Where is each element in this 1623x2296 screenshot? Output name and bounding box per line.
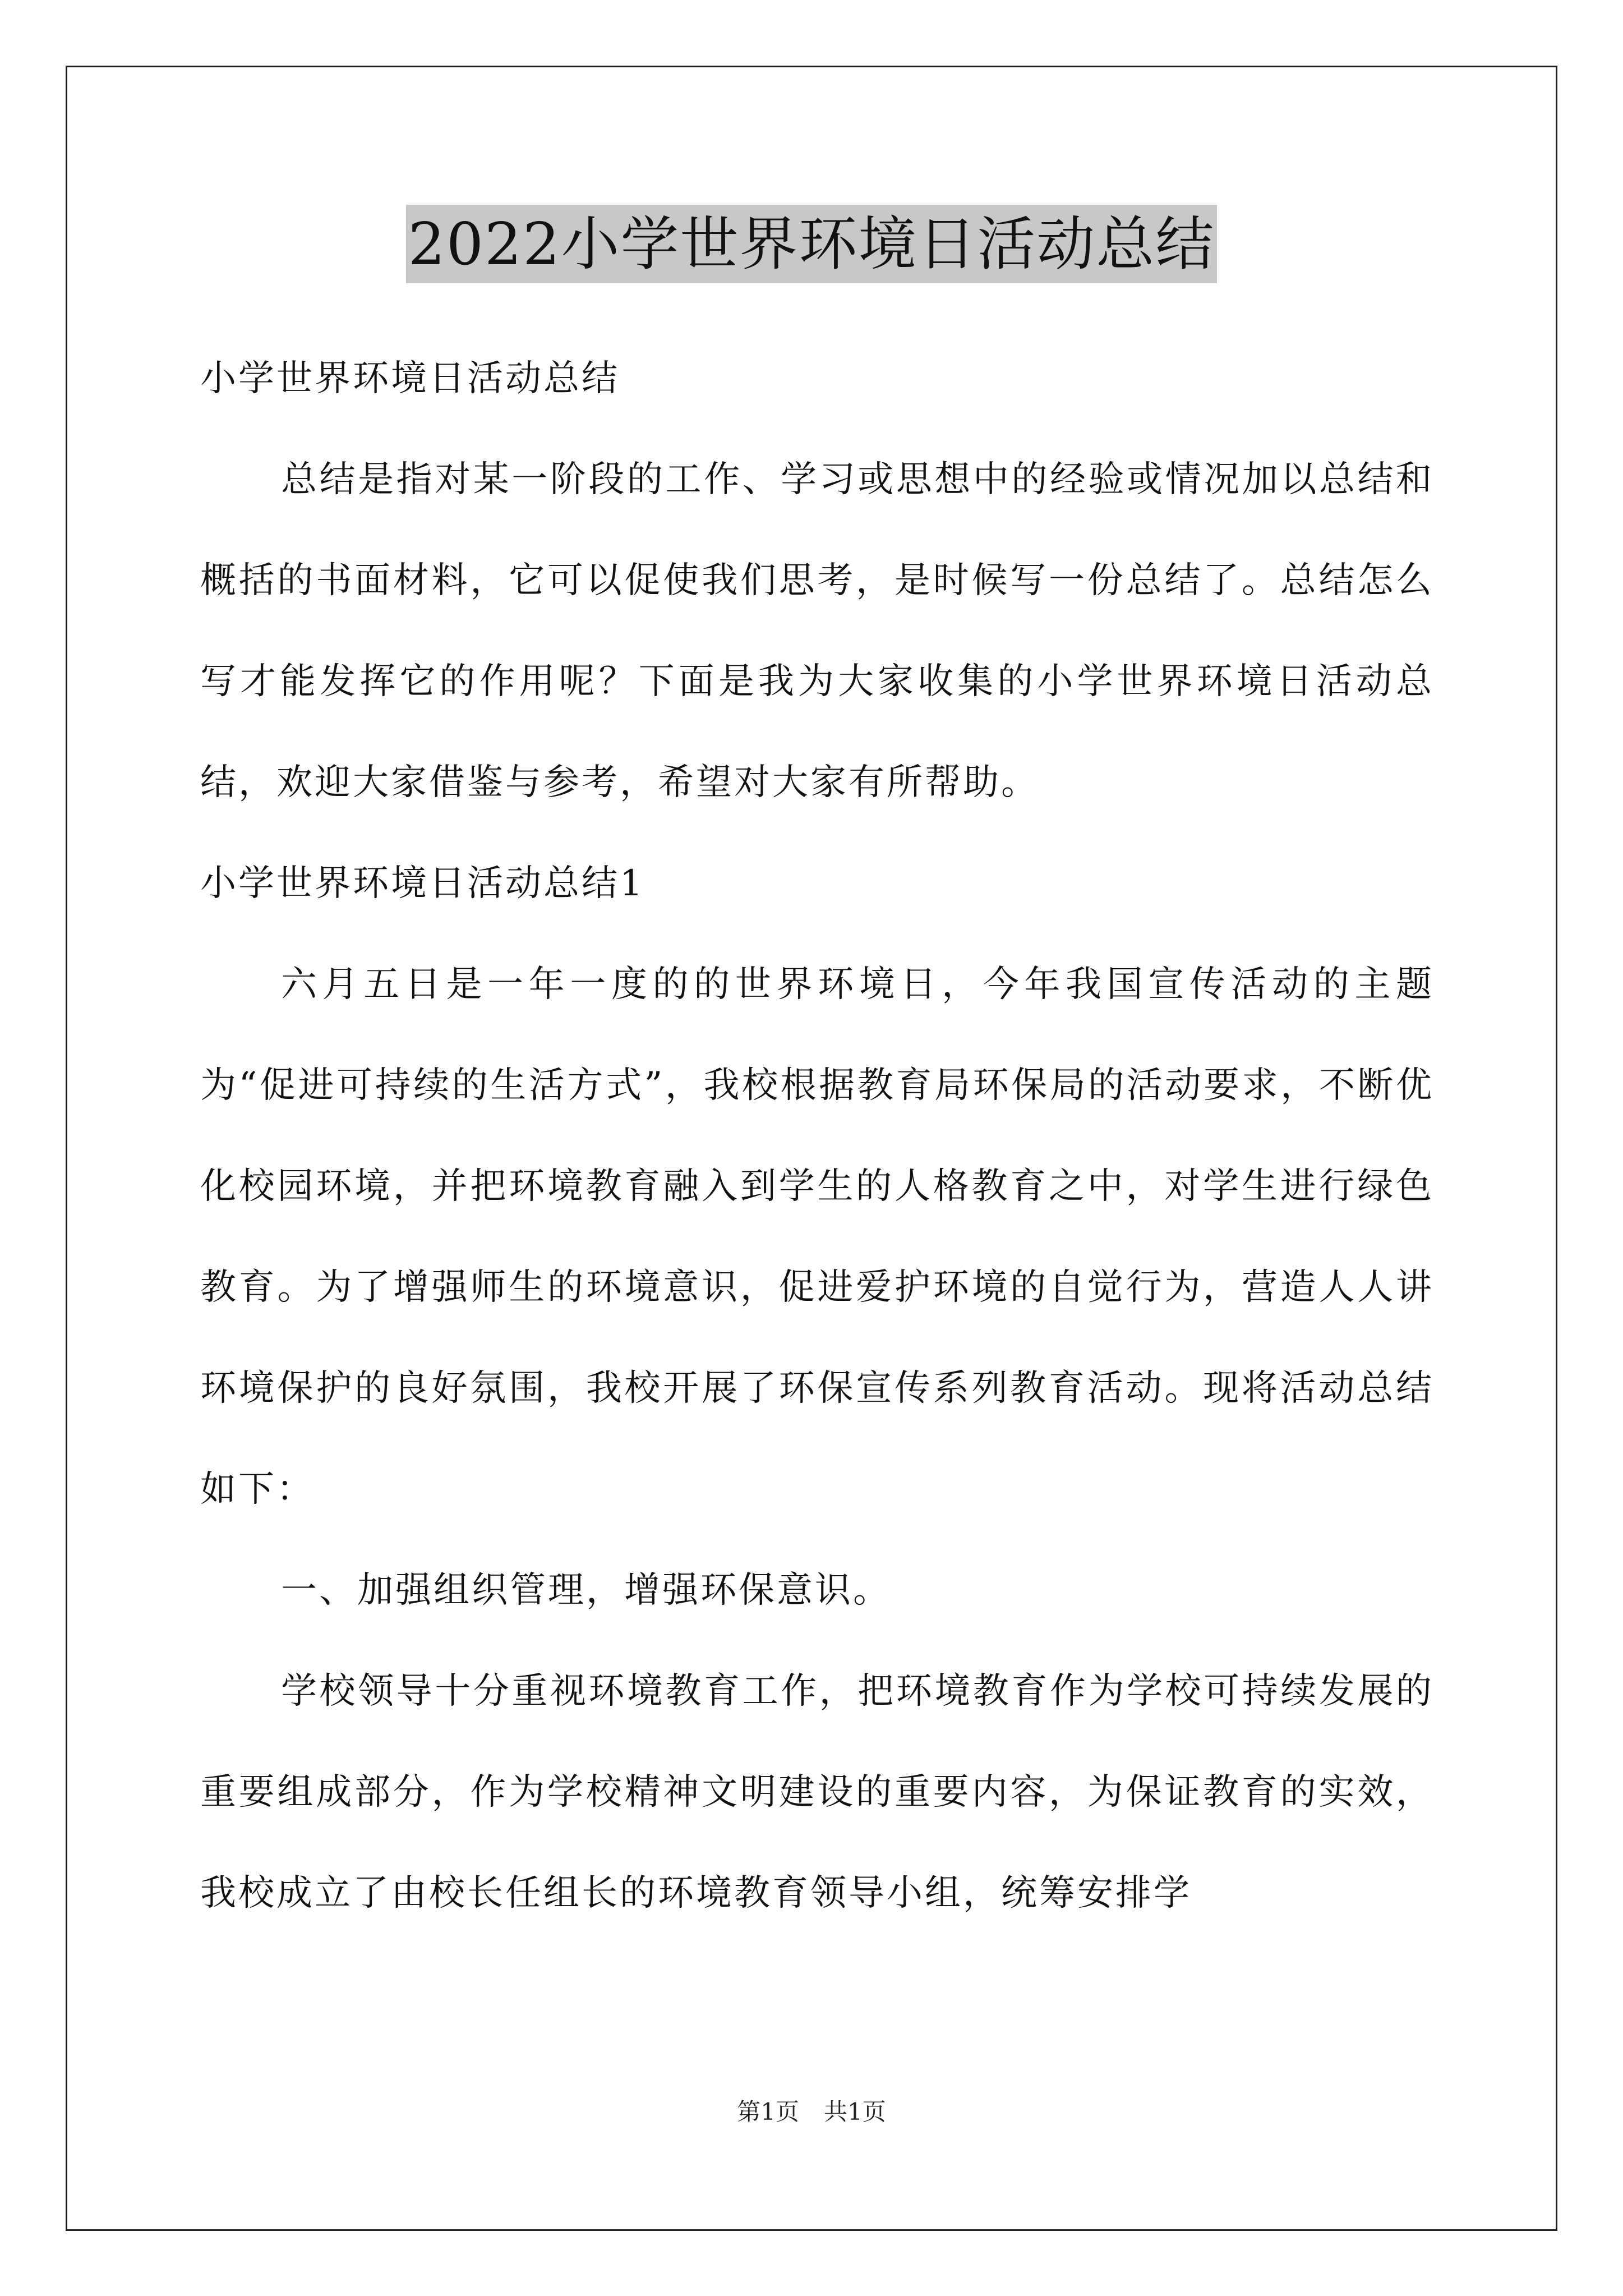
page-total: 共1页 bbox=[824, 2098, 886, 2125]
body-paragraph: 六月五日是一年一度的的世界环境日，今年我国宣传活动的主题为“促进可持续的生活方式”，我校根据教育局环保局的活动要求，不断优化校园环境，并把环境教育融入到学生的人格教育之中，对学生进行绿色教育。为了增强师生的环境意识，促进爱护环境的自觉行为，营造人人讲环境保护的良好氛围，我校开展了环保宣传系列教育活动。现将活动总结如下： bbox=[200, 964, 1434, 1510]
section-heading: 小学世界环境日活动总结1 bbox=[200, 863, 645, 904]
title-container bbox=[0, 205, 1623, 283]
page-number: 第1页 bbox=[737, 2098, 799, 2125]
subsection-heading: 一、加强组织管理，增强环保意识。 bbox=[281, 1570, 891, 1611]
intro-paragraph: 总结是指对某一阶段的工作、学习或思想中的经验或情况加以总结和概括的书面材料，它可以促使我们思考，是时候写一份总结了。总结怎么写才能发挥它的作用呢？下面是我为大家收集的小学世界环境日活动总结，欢迎大家借鉴与参考，希望对大家有所帮助。 bbox=[200, 459, 1434, 803]
document-body bbox=[200, 328, 1434, 1944]
body-paragraph: 学校领导十分重视环境教育工作，把环境教育作为学校可持续发展的重要组成部分，作为学校精神文明建设的重要内容，为保证教育的实效，我校成立了由校长任组长的环境教育领导小组，统筹安排学 bbox=[200, 1671, 1434, 1914]
document-title: 2022小学世界环境日活动总结 bbox=[406, 205, 1218, 283]
page-footer bbox=[0, 2095, 1623, 2129]
subtitle-paragraph: 小学世界环境日活动总结 bbox=[200, 358, 620, 399]
